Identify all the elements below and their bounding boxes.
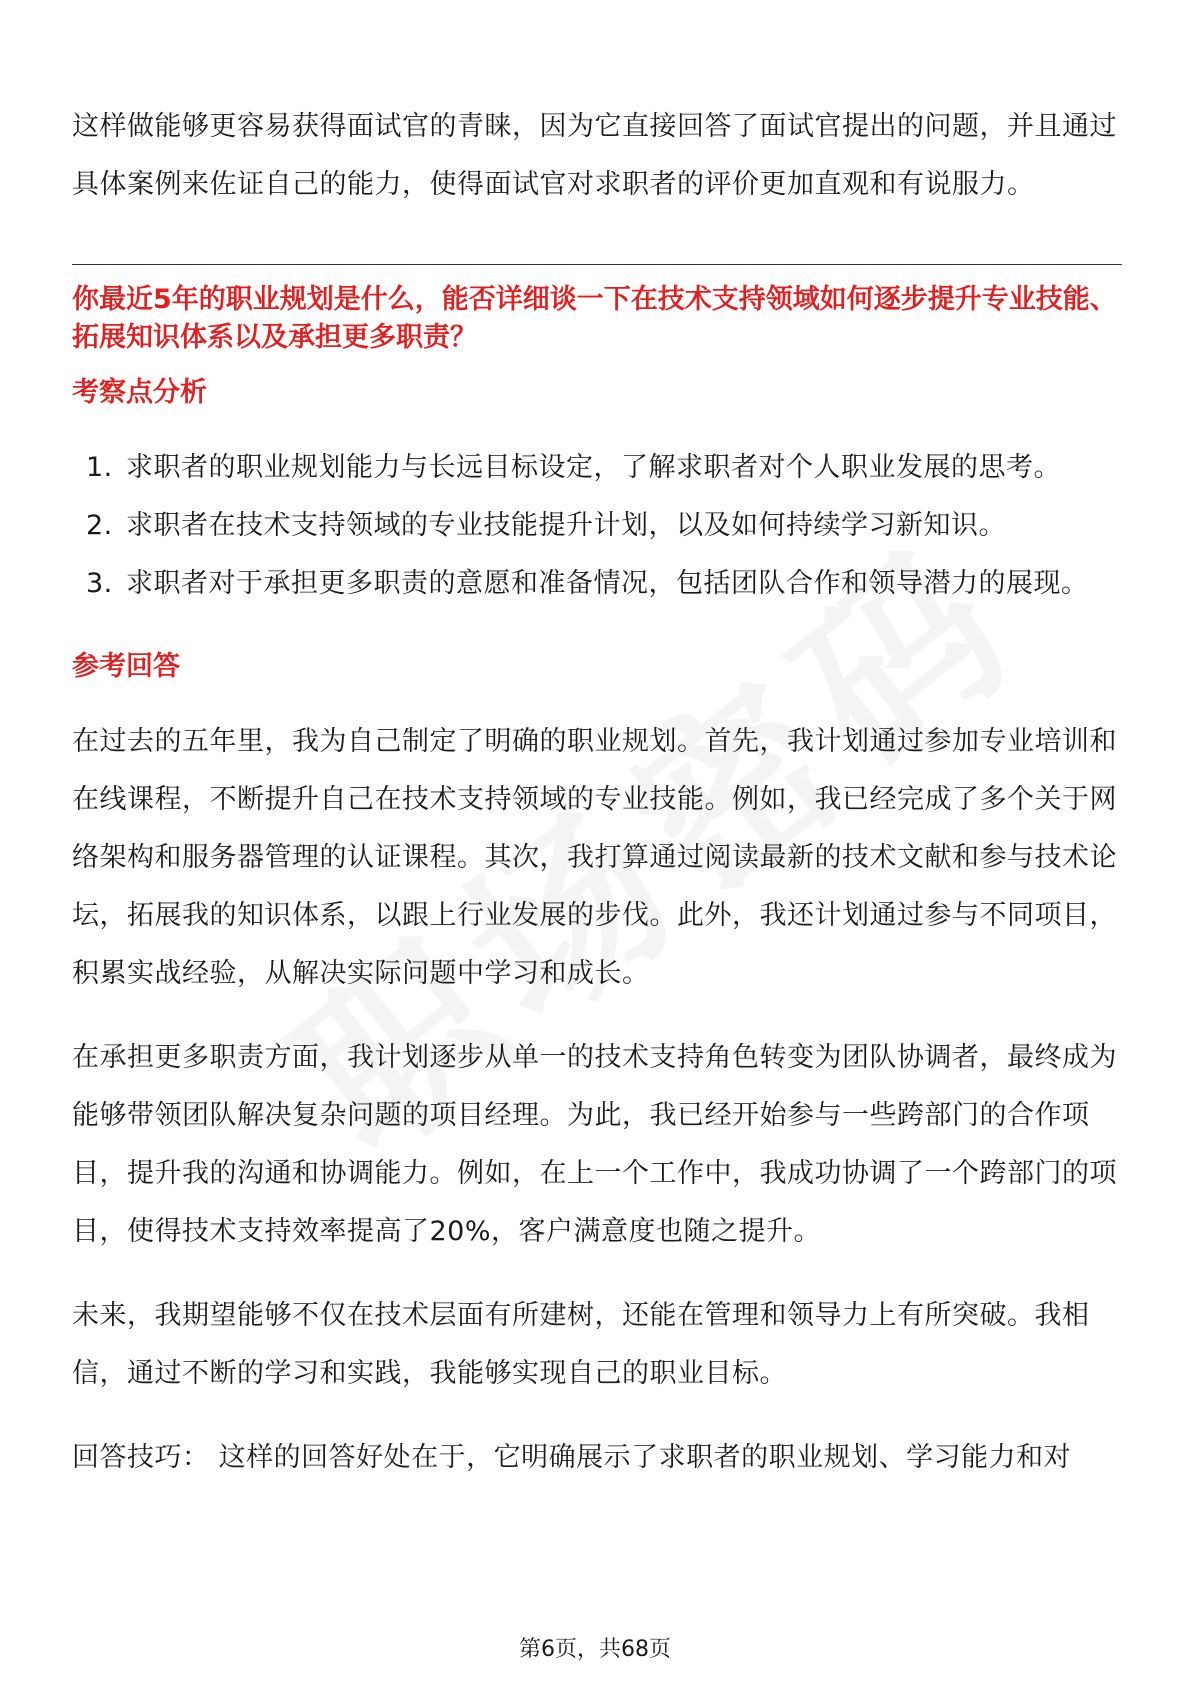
answer-paragraph-2: 在承担更多职责方面，我计划逐步从单一的技术支持角色转变为团队协调者，最终成为能够带领团队解决复杂问题的项目经理。为此，我已经开始参与一些跨部门的合作项目，提升我的沟通和协调能力。例如，在上一个工作中，我成功协调了一个跨部门的项目，使得技术支持效率提高了20%，客户满意度也随之提升。 bbox=[72, 1042, 1117, 1247]
analysis-title: 考察点分析 bbox=[72, 377, 207, 408]
list-item bbox=[72, 439, 1122, 497]
list-item-text: 求职者在技术支持领域的专业技能提升计划，以及如何持续学习新知识。 bbox=[126, 510, 1006, 541]
page-footer: 第6页，共68页 bbox=[519, 1637, 671, 1662]
answer-paragraph-3: 未来，我期望能够不仅在技术层面有所建树，还能在管理和领导力上有所突破。我相信，通过不断的学习和实践，我能够实现自己的职业目标。 bbox=[72, 1300, 1090, 1389]
section-divider bbox=[72, 264, 1122, 265]
list-item-number: 1. bbox=[86, 452, 113, 483]
answer-tips: 回答技巧： 这样的回答好处在于，它明确展示了求职者的职业规划、学习能力和对 bbox=[72, 1442, 1072, 1473]
analysis-list bbox=[72, 439, 1122, 613]
question-heading: 你最近5年的职业规划是什么，能否详细谈一下在技术支持领域如何逐步提升专业技能、拓展知识体系以及承担更多职责？ bbox=[72, 284, 1117, 353]
list-item-text: 求职者的职业规划能力与长远目标设定，了解求职者对个人职业发展的思考。 bbox=[126, 452, 1061, 483]
list-item-text: 求职者对于承担更多职责的意愿和准备情况，包括团队合作和领导潜力的展现。 bbox=[126, 568, 1089, 599]
list-item bbox=[72, 497, 1122, 555]
intro-paragraph: 这样做能够更容易获得面试官的青睐，因为它直接回答了面试官提出的问题，并且通过具体案例来佐证自己的能力，使得面试官对求职者的评价更加直观和有说服力。 bbox=[72, 111, 1117, 200]
document-body bbox=[72, 98, 1122, 1487]
list-item bbox=[72, 555, 1122, 613]
list-item-number: 3. bbox=[86, 568, 113, 599]
answer-paragraph-1: 在过去的五年里，我为自己制定了明确的职业规划。首先，我计划通过参加专业培训和在线课程，不断提升自己在技术支持领域的专业技能。例如，我已经完成了多个关于网络架构和服务器管理的认证课程。其次，我打算通过阅读最新的技术文献和参与技术论坛，拓展我的知识体系，以跟上行业发展的步伐。此外，我还计划通过参与不同项目，积累实战经验，从解决实际问题中学习和成长。 bbox=[72, 726, 1117, 989]
list-item-number: 2. bbox=[86, 510, 113, 541]
answer-title: 参考回答 bbox=[72, 651, 180, 682]
